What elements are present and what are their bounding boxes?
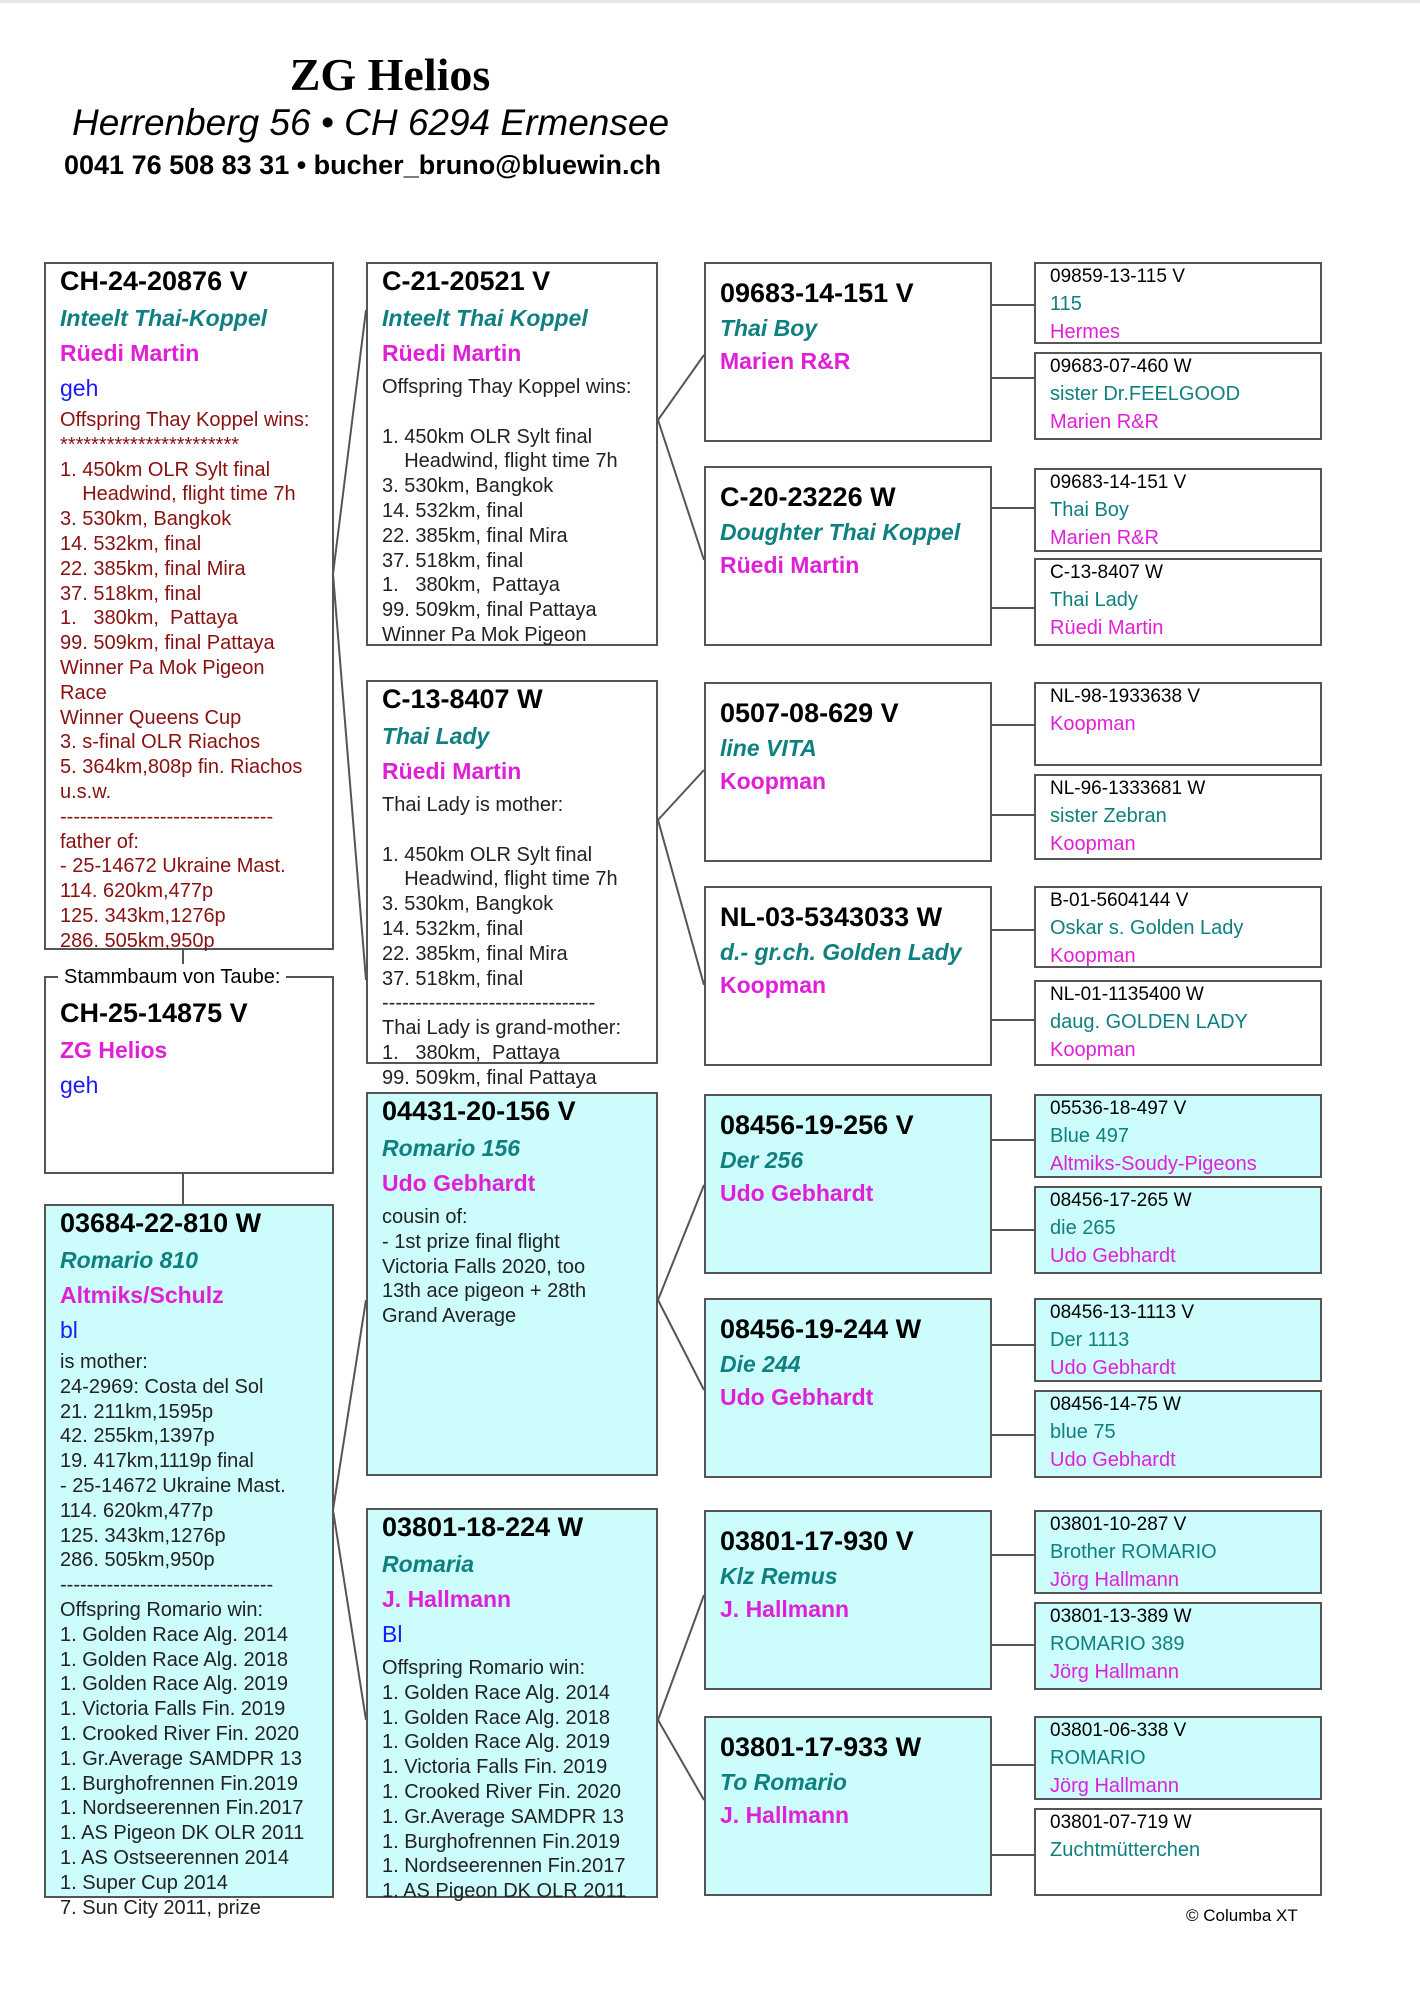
gen4-code: 05536-18-497 V (1050, 1098, 1187, 1119)
gen4-card-12[interactable] (1034, 1390, 1322, 1478)
father-notes: Offspring Thay Koppel wins: *********************** 1. 450km OLR Sylt final Headwind, flight time 7h 3. 530km, Bangkok 14. 532km, final 22. 385km, final Mira 37. 518km, final 1. 380km, Pattaya 99. 509km, final Pattaya Winner Pa Mok Pigeon Race Winner Queens Cup 3. s-final OLR Riachos 5. 364km,808p fin. Riachos u.s.w. -------------------------------- father of: - 25-14672 Ukraine Mast. 114. 620km,477p 125. 343km,1276p 286. 505km,950p (60, 409, 310, 952)
gen4-name: die 265 (1050, 1217, 1116, 1239)
mm-code: 03801-18-224 W (382, 1512, 584, 1542)
gen4-code: 08456-17-265 W (1050, 1190, 1192, 1211)
fm-notes: Thai Lady is mother: 1. 450km OLR Sylt final Headwind, flight time 7h 3. 530km, Bangkok 14. 532km, final 22. 385km, final Mira 37. 518km, final -------------------------------- Thai Lady is grand-mother: 1. 380km, Pattaya 99. 509km, final Pattaya (382, 794, 622, 1089)
gen4-card-15[interactable] (1034, 1716, 1322, 1800)
gen3-name: line VITA (720, 735, 817, 761)
father-name: Inteelt Thai-Koppel (60, 305, 267, 331)
gen4-code: 03801-06-338 V (1050, 1720, 1187, 1741)
gen4-name: 115 (1050, 293, 1082, 315)
gen4-name: sister Dr.FEELGOOD (1050, 383, 1241, 405)
gen4-code: 09859-13-115 V (1050, 266, 1185, 287)
gen4-card-2[interactable] (1034, 352, 1322, 440)
gen4-breeder: Altmiks-Soudy-Pigeons (1050, 1153, 1257, 1175)
gen4-breeder: Jörg Hallmann (1050, 1569, 1179, 1591)
gen3-code: 08456-19-244 W (720, 1314, 922, 1344)
gen4-code: 03801-10-287 V (1050, 1514, 1187, 1535)
gen4-name: Thai Lady (1050, 589, 1138, 611)
gen4-code: NL-96-1333681 W (1050, 778, 1206, 799)
gen3-breeder: J. Hallmann (720, 1596, 850, 1622)
gen3-code: 09683-14-151 V (720, 278, 914, 308)
gen4-breeder: Koopman (1050, 713, 1136, 735)
gen4-card-13[interactable] (1034, 1510, 1322, 1594)
mf-name: Romario 156 (382, 1135, 521, 1161)
gen3-name: Thai Boy (720, 315, 818, 341)
gen3-code: C-20-23226 W (720, 482, 896, 512)
gen4-code: 09683-07-460 W (1050, 356, 1192, 377)
gen4-breeder: Rüedi Martin (1050, 617, 1164, 639)
mm-name: Romaria (382, 1551, 475, 1577)
gen3-card-6[interactable] (704, 1298, 992, 1478)
gen3-card-3[interactable] (704, 682, 992, 862)
subject-code: CH-25-14875 V (60, 998, 248, 1028)
gen4-card-9[interactable] (1034, 1094, 1322, 1178)
gen4-name: Zuchtmütterchen (1050, 1839, 1201, 1861)
gen3-breeder: Koopman (720, 972, 827, 998)
subject-card[interactable] (44, 976, 334, 1174)
gen4-card-10[interactable] (1034, 1186, 1322, 1274)
gen3-breeder: Udo Gebhardt (720, 1180, 874, 1206)
gen3-code: 08456-19-256 V (720, 1110, 914, 1140)
mf-breeder: Udo Gebhardt (382, 1170, 536, 1196)
gen3-breeder: Rüedi Martin (720, 552, 860, 578)
gen3-name: Der 256 (720, 1147, 804, 1173)
subject-color: geh (60, 1072, 99, 1098)
gen4-breeder: Udo Gebhardt (1050, 1357, 1176, 1379)
gen3-breeder: Udo Gebhardt (720, 1384, 874, 1410)
gen4-name: Brother ROMARIO (1050, 1541, 1217, 1563)
gen4-name: ROMARIO 389 (1050, 1633, 1185, 1655)
father-breeder: Rüedi Martin (60, 340, 200, 366)
gen3-card-5[interactable] (704, 1094, 992, 1274)
gen4-code: 08456-13-1113 V (1050, 1302, 1195, 1323)
gen3-card-2[interactable] (704, 466, 992, 646)
mother-breeder: Altmiks/Schulz (60, 1282, 224, 1308)
maternal-grandmother-card[interactable] (366, 1508, 658, 1903)
gen4-code: 08456-14-75 W (1050, 1394, 1181, 1415)
gen4-breeder: Marien R&R (1050, 527, 1159, 549)
ff-notes: Offspring Thay Koppel wins: 1. 450km OLR Sylt final Headwind, flight time 7h 3. 530km, Bangkok 14. 532km, final 22. 385km, final Mira 37. 518km, final 1. 380km, Pattaya 99. 509km, final Pattaya Winner Pa Mok Pigeon (382, 376, 632, 646)
gen4-breeder: Jörg Hallmann (1050, 1661, 1179, 1683)
gen4-code: 03801-07-719 W (1050, 1812, 1192, 1833)
gen4-name: daug. GOLDEN LADY (1050, 1011, 1248, 1033)
page-title: ZG Helios (289, 49, 491, 100)
gen4-card-4[interactable] (1034, 558, 1322, 646)
gen3-breeder: Koopman (720, 768, 827, 794)
subject-name: ZG Helios (60, 1037, 168, 1063)
gen4-breeder: Koopman (1050, 833, 1136, 855)
gen4-card-3[interactable] (1034, 468, 1322, 552)
father-code: CH-24-20876 V (60, 266, 248, 296)
mm-breeder: J. Hallmann (382, 1586, 512, 1612)
mother-code: 03684-22-810 W (60, 1208, 262, 1238)
gen3-code: 03801-17-930 V (720, 1526, 914, 1556)
gen3-card-7[interactable] (704, 1510, 992, 1690)
gen4-name: Thai Boy (1050, 499, 1129, 521)
paternal-grandfather-card[interactable] (366, 262, 658, 646)
gen4-card-16[interactable] (1034, 1808, 1322, 1896)
fm-breeder: Rüedi Martin (382, 758, 522, 784)
gen3-card-1[interactable] (704, 262, 992, 442)
gen4-breeder: Koopman (1050, 1039, 1136, 1061)
maternal-grandfather-card[interactable] (366, 1092, 658, 1476)
gen4-name: Blue 497 (1050, 1125, 1129, 1147)
gen4-card-8[interactable] (1034, 980, 1322, 1066)
fm-code: C-13-8407 W (382, 684, 543, 714)
gen3-card-8[interactable] (704, 1716, 992, 1896)
gen4-card-1[interactable] (1034, 262, 1322, 344)
copyright-footer: © Columba XT (1186, 1906, 1298, 1925)
gen3-name: Die 244 (720, 1351, 801, 1377)
gen4-breeder: Koopman (1050, 945, 1136, 967)
fm-name: Thai Lady (382, 723, 490, 749)
gen4-name: Der 1113 (1050, 1329, 1130, 1351)
gen3-code: 03801-17-933 W (720, 1732, 922, 1762)
gen3-code: NL-03-5343033 W (720, 902, 943, 932)
gen4-code: NL-98-1933638 V (1050, 686, 1200, 707)
gen3-breeder: J. Hallmann (720, 1802, 850, 1828)
gen4-name: ROMARIO (1050, 1747, 1146, 1769)
gen4-code: 03801-13-389 W (1050, 1606, 1192, 1627)
gen4-breeder: Jörg Hallmann (1050, 1775, 1179, 1797)
mother-color: bl (60, 1317, 78, 1343)
gen4-card-7[interactable] (1034, 886, 1322, 968)
mm-color: Bl (382, 1621, 403, 1647)
ff-code: C-21-20521 V (382, 266, 551, 296)
ff-breeder: Rüedi Martin (382, 340, 522, 366)
father-color: geh (60, 375, 99, 401)
gen4-card-6[interactable] (1034, 774, 1322, 860)
gen4-breeder: Marien R&R (1050, 411, 1159, 433)
mf-code: 04431-20-156 V (382, 1096, 576, 1126)
gen3-card-4[interactable] (704, 886, 992, 1066)
gen4-name: Oskar s. Golden Lady (1050, 917, 1244, 939)
mm-notes: Offspring Romario win: 1. Golden Race Alg. 2014 1. Golden Race Alg. 2018 1. Golden Race Alg. 2019 1. Victoria Falls Fin. 2019 1. Crooked River Fin. 2020 1. Gr.Average SAMDPR 13 1. Burghofrennen Fin.2019 1. Nordseerennen Fin.2017 1. AS Pigeon DK OLR 2011 (382, 1657, 627, 1903)
address-line: Herrenberg 56 • CH 6294 Ermensee (72, 102, 670, 143)
gen3-name: d.- gr.ch. Golden Lady (720, 939, 962, 965)
gen4-breeder: Udo Gebhardt (1050, 1245, 1176, 1267)
gen3-name: To Romario (720, 1769, 847, 1795)
ff-name: Inteelt Thai Koppel (382, 305, 588, 331)
gen4-code: B-01-5604144 V (1050, 890, 1189, 911)
gen4-card-11[interactable] (1034, 1298, 1322, 1382)
gen4-card-5[interactable] (1034, 682, 1322, 766)
gen4-code: C-13-8407 W (1050, 562, 1163, 583)
mother-name: Romario 810 (60, 1247, 199, 1273)
gen4-breeder: Udo Gebhardt (1050, 1449, 1176, 1471)
gen3-code: 0507-08-629 V (720, 698, 899, 728)
gen3-name: Klz Remus (720, 1563, 838, 1589)
stammbaum-label: Stammbaum von Taube: (58, 966, 286, 989)
mother-card[interactable] (44, 1204, 334, 1919)
mf-notes: cousin of: - 1st prize final flight Victoria Falls 2020, too 13th ace pigeon + 28th Grand Average (382, 1206, 587, 1328)
mother-notes: is mother: 24-2969: Costa del Sol 21. 211km,1595p 42. 255km,1397p 19. 417km,1119p final - 25-14672 Ukraine Mast. 114. 620km,477p 125. 343km,1276p 286. 505km,950p -------------------------------- Offspring Romario win: 1. Golden Race Alg. 2014 1. Golden Race Alg. 2018 1. Golden Race Alg. 2019 1. Victoria Falls Fin. 2019 1. Crooked River Fin. 2020 1. Gr.Average SAMDPR 13 1. Burghofrennen Fin.2019 1. Nordseerennen Fin.2017 1. AS Pigeon DK OLR 2011 1. AS Ostseerennen 2014 1. Super Cup 2014 7. Sun City 2011, prize (60, 1351, 305, 1919)
paternal-grandmother-card[interactable] (366, 680, 658, 1089)
father-card[interactable] (44, 262, 334, 950)
gen3-breeder: Marien R&R (720, 348, 851, 374)
gen4-name: blue 75 (1050, 1421, 1116, 1443)
contact-line: 0041 76 508 83 31 • bucher_bruno@bluewin.ch (64, 150, 662, 180)
gen3-name: Doughter Thai Koppel (720, 519, 961, 545)
gen4-code: 09683-14-151 V (1050, 472, 1187, 493)
gen4-card-14[interactable] (1034, 1602, 1322, 1690)
gen4-code: NL-01-1135400 W (1050, 984, 1204, 1005)
gen4-name: sister Zebran (1050, 805, 1167, 827)
gen4-breeder: Hermes (1050, 321, 1121, 343)
